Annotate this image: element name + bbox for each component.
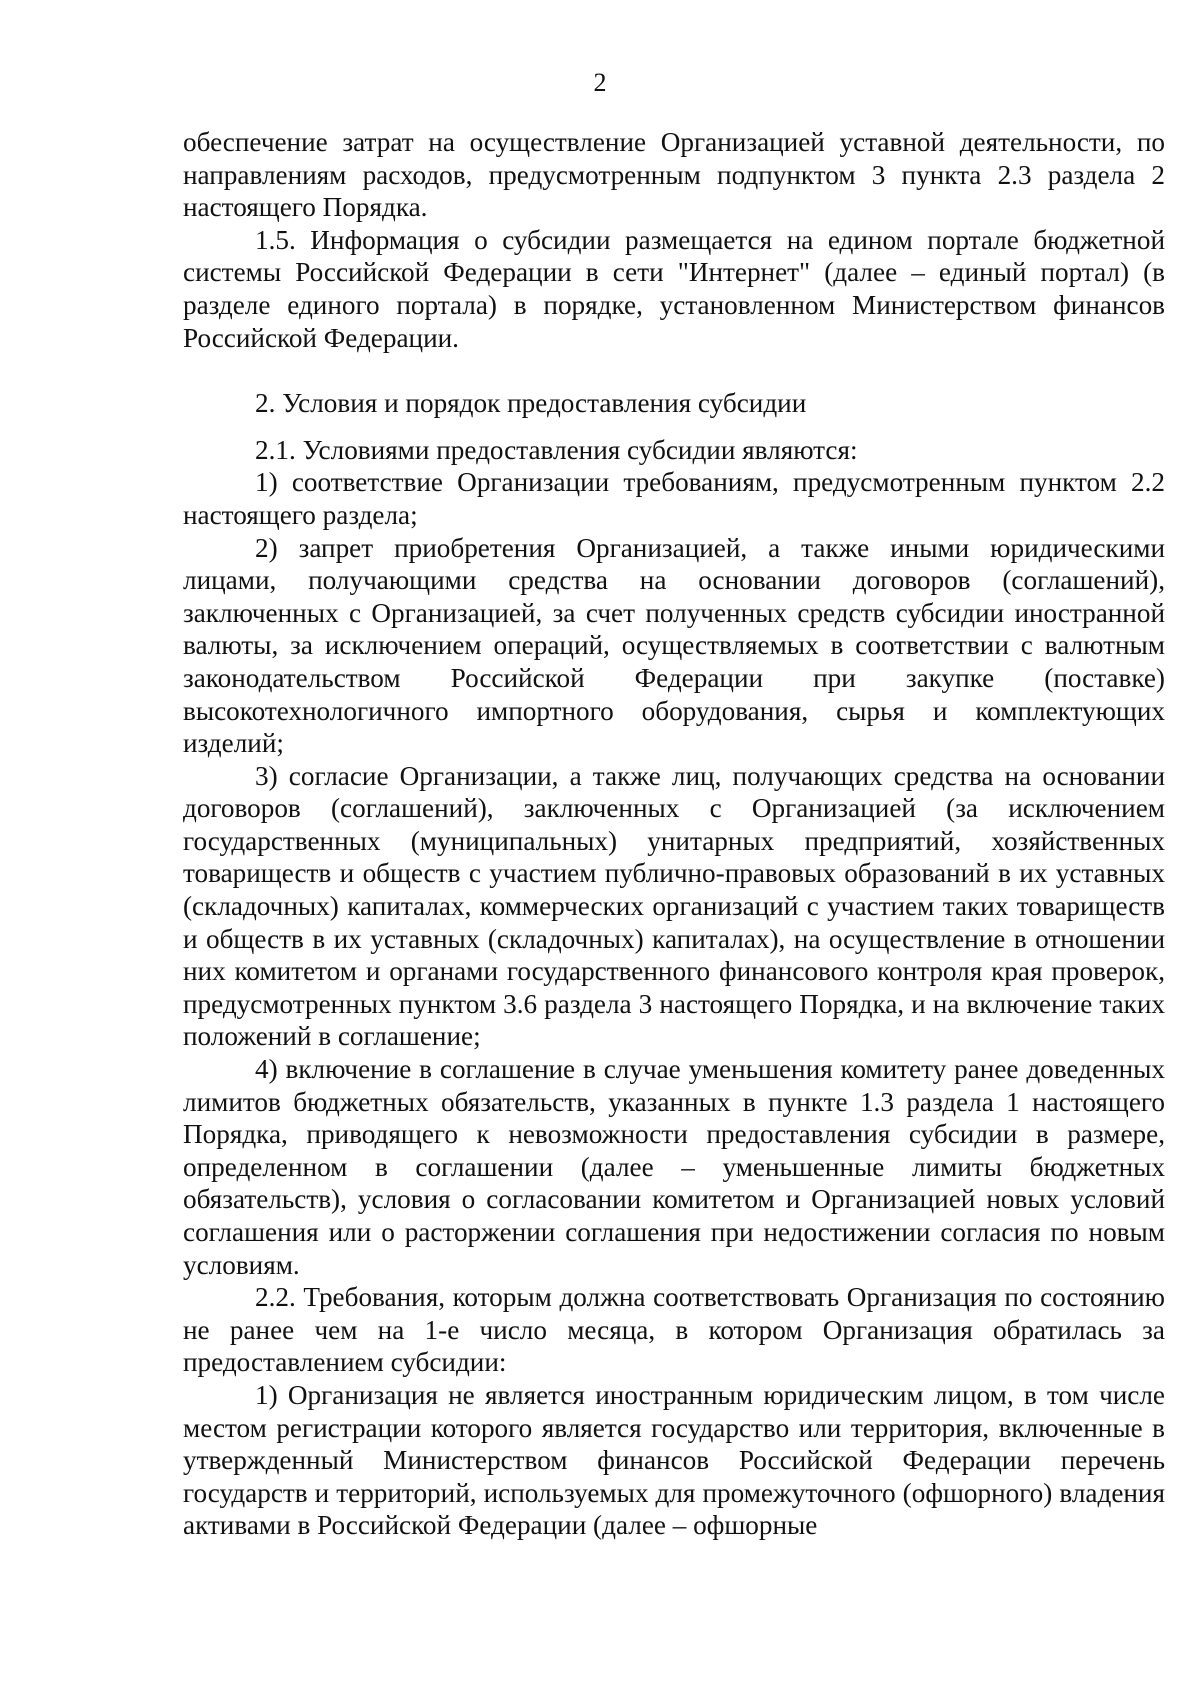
paragraph-2-2: 2.2. Требования, которым должна соответствовать Организация по состоянию не ранее чем на 1-е число месяца, в котором Организация обратилась за предоставлением субсидии: (183, 1282, 1165, 1378)
list-item-2-1-3: 3) согласие Организации, а также лиц, получающих средства на основании договоров (соглашений), заключенных с Организацией (за исключением государственных (муниципальных) унитарных предприятий, хозяйственных товариществ и обществ с участием публично-правовых образований в их уставных (складочных) капиталах, коммерческих организаций с участием таких товариществ и обществ в их уставных (складочных) капиталах), на осуществление в отношении них комитетом и органами государственного финансового контроля края проверок, предусмотренных пунктом 3.6 раздела 3 настоящего Порядка, и на включение таких положений в соглашение; (183, 760, 1165, 1052)
paragraph-2-1: 2.1. Условиями предоставления субсидии являются: (255, 434, 858, 465)
paragraph-continuation: обеспечение затрат на осуществление Организацией уставной деятельности, по направлениям расходов, предусмотренным подпунктом 3 пункта 2.3 раздела 2 настоящего Порядка. (183, 127, 1165, 223)
paragraph-1-5: 1.5. Информация о субсидии размещается на едином портале бюджетной системы Российской Федерации в сети "Интернет" (далее – единый портал) (в разделе единого портала) в порядке, установленном Министерством финансов Российской Федерации. (183, 224, 1165, 353)
list-item-2-2-1: 1) Организация не является иностранным юридическим лицом, в том числе местом регистрации которого является государство или территория, включенные в утвержденный Министерством финансов Российской Федерации перечень государств и территорий, используемых для промежуточного (офшорного) владения активами в Российской Федерации (далее – офшорные (183, 1379, 1165, 1541)
list-item-2-1-2: 2) запрет приобретения Организацией, а также иными юридическими лицами, получающими средства на основании договоров (соглашений), заключенных с Организацией, за счет полученных средств субсидии иностранной валюты, за исключением операций, осуществляемых в соответствии с валютным законодательством Российской Федерации при закупке (поставке) высокотехнологичного импортного оборудования, сырья и комплектующих изделий; (183, 532, 1165, 759)
document-body (183, 126, 1165, 1542)
list-item-2-1-1: 1) соответствие Организации требованиям, предусмотренным пунктом 2.2 настоящего раздела; (183, 467, 1165, 530)
section-heading-2: 2. Условия и порядок предоставления субсидии (255, 388, 807, 419)
page-number: 2 (593, 68, 607, 97)
list-item-2-1-4: 4) включение в соглашение в случае уменьшения комитету ранее доведенных лимитов бюджетных обязательств, указанных в пункте 1.3 раздела 1 настоящего Порядка, приводящего к невозможности предоставления субсидии в размере, определенном в соглашении (далее – уменьшенные лимиты бюджетных обязательств), условия о согласовании комитетом и Организацией новых условий соглашения или о расторжении соглашения при недостижении согласия по новым условиям. (183, 1054, 1165, 1280)
